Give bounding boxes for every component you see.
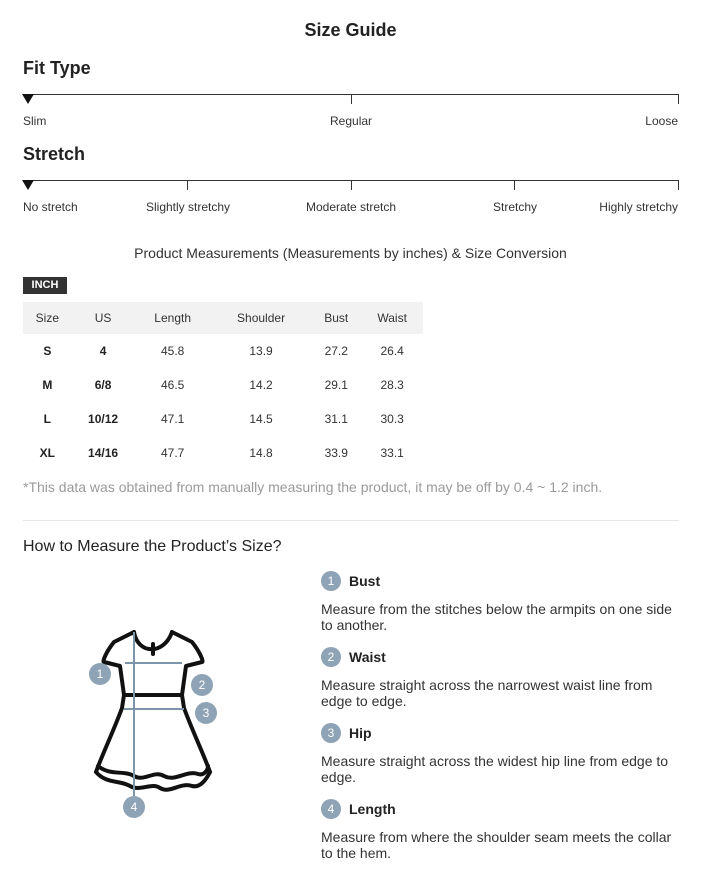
length-cell: 47.1: [160, 412, 185, 426]
stretch-option-highly: Highly stretchy: [599, 200, 678, 214]
us-size-cell: 4: [99, 344, 107, 358]
measurement-note: *This data was obtained from manually measuring the product, it may be off by 0.4 ~ 1.2 inch.: [23, 479, 603, 495]
waist-cell: 33.1: [380, 446, 404, 460]
shoulder-cell: 14.5: [249, 412, 273, 426]
us-size-cell: 10/12: [88, 412, 119, 426]
dress-badge-bust: 1: [96, 667, 104, 681]
stretch-option-slightly: Slightly stretchy: [146, 200, 231, 214]
shoulder-cell: 13.9: [249, 344, 273, 358]
measure-item-name: Hip: [349, 725, 372, 741]
section-divider: [23, 520, 679, 521]
bust-cell: 29.1: [324, 378, 348, 392]
length-cell: 47.7: [160, 446, 185, 460]
unit-badge[interactable]: INCH: [23, 277, 67, 294]
fit-type-marker-icon: [22, 94, 34, 104]
measure-item-name: Bust: [349, 573, 381, 589]
page-title: Size Guide: [304, 20, 397, 40]
fit-type-tick-loose: [678, 94, 679, 104]
column-header: Length: [134, 302, 211, 334]
dress-badge-length: 4: [130, 800, 138, 814]
measure-item-desc: Measure straight across the widest hip line from edge to edge.: [321, 753, 669, 785]
stretch-tick-slightly: [187, 180, 188, 190]
measure-item-name: Waist: [349, 649, 386, 665]
step-badge: 1: [321, 571, 341, 591]
length-cell: 45.8: [160, 344, 185, 358]
stretch-label: Stretch: [23, 144, 86, 164]
measure-item-name: Length: [349, 801, 396, 817]
table-row: [23, 334, 423, 368]
fit-type-track: [28, 94, 679, 95]
stretch-option-stretchy: Stretchy: [493, 200, 538, 214]
step-badge: 4: [321, 799, 341, 819]
stretch-option-moderate: Moderate stretch: [306, 200, 397, 214]
bust-cell: 33.9: [324, 446, 348, 460]
column-header: Bust: [311, 302, 361, 334]
table-row: [23, 402, 423, 436]
stretch-tick-moderate: [351, 180, 352, 190]
table-row: [23, 436, 423, 470]
fit-type-option-regular: Regular: [330, 114, 373, 128]
step-badge: 3: [321, 723, 341, 743]
shoulder-cell: 14.8: [249, 446, 273, 460]
measure-item-desc: Measure straight across the narrowest waist line from edge to edge.: [321, 677, 653, 709]
waist-cell: 30.3: [380, 412, 404, 426]
measure-item-bust: [321, 571, 681, 633]
stretch-tick-stretchy: [514, 180, 515, 190]
dress-diagram-icon: [80, 620, 230, 825]
shoulder-cell: 14.2: [249, 378, 273, 392]
stretch-option-none: No stretch: [23, 200, 78, 214]
measure-item-waist: [321, 647, 681, 709]
fit-type-tick-regular: [351, 94, 352, 104]
table-header-row: [23, 302, 423, 334]
fit-type-label: Fit Type: [23, 58, 91, 78]
us-size-cell: 6/8: [94, 378, 112, 392]
stretch-marker-icon: [22, 180, 34, 190]
measure-item-desc: Measure from where the shoulder seam meets the collar to the hem.: [321, 829, 672, 861]
size-cell: M: [42, 378, 53, 392]
measurements-title: Product Measurements (Measurements by inches) & Size Conversion: [134, 245, 567, 261]
step-badge: 2: [321, 647, 341, 667]
dress-badge-hip: 3: [202, 706, 210, 720]
size-table: [23, 302, 423, 470]
column-header: US: [72, 302, 135, 334]
column-header: Waist: [361, 302, 423, 334]
table-row: [23, 368, 423, 402]
stretch-track: [28, 180, 679, 181]
dress-badge-waist: 2: [198, 678, 206, 692]
size-cell: S: [43, 344, 52, 358]
bust-cell: 31.1: [324, 412, 348, 426]
how-to-title: How to Measure the Product’s Size?: [23, 538, 282, 555]
us-size-cell: 14/16: [88, 446, 119, 460]
size-cell: L: [43, 412, 52, 426]
waist-cell: 26.4: [380, 344, 404, 358]
length-cell: 46.5: [160, 378, 185, 392]
fit-type-option-slim: Slim: [23, 114, 47, 128]
stretch-tick-highly: [678, 180, 679, 190]
size-cell: XL: [39, 446, 56, 460]
column-header: Size: [23, 302, 72, 334]
fit-type-option-loose: Loose: [645, 114, 678, 128]
measure-item-desc: Measure from the stitches below the armpits on one side to another.: [321, 601, 672, 633]
measure-item-hip: [321, 723, 681, 785]
waist-cell: 28.3: [380, 378, 404, 392]
bust-cell: 27.2: [324, 344, 348, 358]
column-header: Shoulder: [211, 302, 311, 334]
measure-item-length: [321, 799, 681, 861]
